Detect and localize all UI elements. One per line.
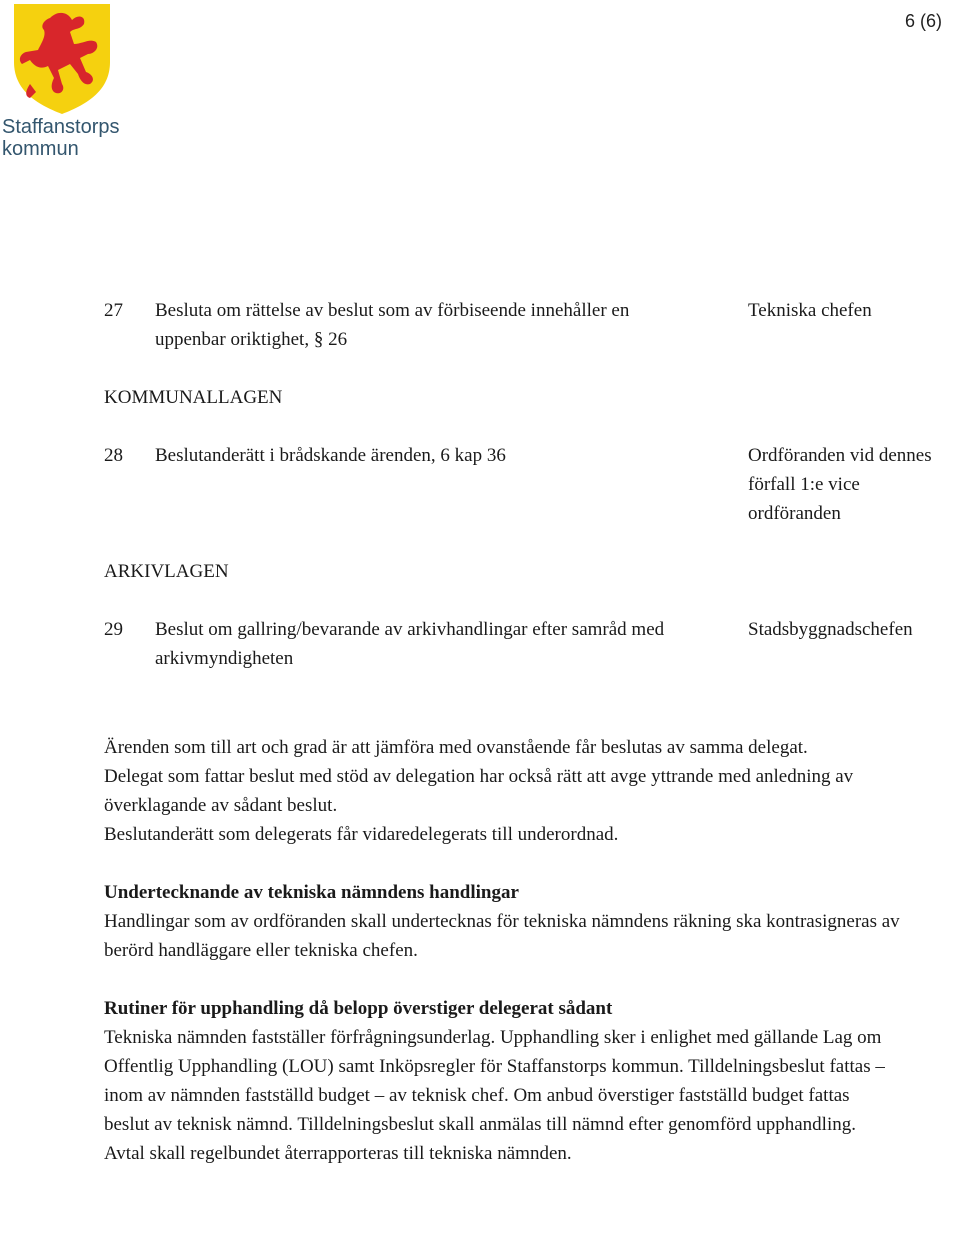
row-delegate: Tekniska chefen bbox=[748, 300, 872, 321]
signing-heading: Undertecknande av tekniska nämndens handlingar bbox=[104, 882, 519, 903]
delegation-row bbox=[104, 615, 960, 673]
row-number: 27 bbox=[104, 300, 123, 321]
procurement-section bbox=[104, 994, 894, 1168]
row-description: Beslutanderätt i brådskande ärenden, 6 kap 36 bbox=[155, 445, 506, 466]
procurement-body: Tekniska nämnden fastställer förfrågningsunderlag. Upphandling sker i enlighet med gällande Lag om Offentlig Upphandling (LOU) samt Inköpsregler för Staffanstorps kommun. Tilldelningsbeslut fattas – inom av nämnden fastställd budget – av teknisk chef. Om anbud överstiger fastställd budget fattas beslut av teknisk nämnd. Tilldelningsbeslut skall anmälas till nämnd efter genomförd upphandling. Avtal skall regelbundet återrapporteras till tekniska nämnden. bbox=[104, 1027, 885, 1164]
row-delegate: Ordföranden vid dennes förfall 1:e vice ordföranden bbox=[748, 445, 932, 524]
section-heading-arkivlagen: ARKIVLAGEN bbox=[104, 561, 229, 582]
delegation-row bbox=[104, 441, 960, 524]
note-paragraph: Delegat som fattar beslut med stöd av delegation har också rätt att avge yttrande med anledning av överklagande av sådant beslut. bbox=[104, 766, 854, 816]
organization-name: Staffanstorps kommun bbox=[2, 116, 120, 160]
signing-body: Handlingar som av ordföranden skall undertecknas för tekniska nämndens räkning ska kontrasigneras av berörd handläggare eller tekniska chefen. bbox=[104, 911, 900, 961]
row-description: Besluta om rättelse av beslut som av förbiseende innehåller en uppenbar oriktighet, § 26 bbox=[155, 300, 630, 350]
row-delegate: Stadsbyggnadschefen bbox=[748, 619, 913, 640]
document-body bbox=[104, 296, 960, 1168]
row-number: 28 bbox=[104, 445, 123, 466]
row-description: Beslut om gallring/bevarande av arkivhandlingar efter samråd med arkivmyndigheten bbox=[155, 619, 665, 669]
signing-section bbox=[104, 878, 924, 965]
row-number: 29 bbox=[104, 619, 123, 640]
note-paragraph: Ärenden som till art och grad är att jämföra med ovanstående får beslutas av samma delegat. bbox=[104, 737, 808, 758]
procurement-heading: Rutiner för upphandling då belopp överstiger delegerat sådant bbox=[104, 998, 613, 1019]
delegation-row bbox=[104, 296, 960, 354]
page-number: 6 (6) bbox=[904, 11, 942, 31]
note-paragraph: Beslutanderätt som delegerats får vidaredelegerats till underordnad. bbox=[104, 824, 619, 845]
delegation-notes bbox=[104, 733, 894, 849]
section-heading-kommunallagen: KOMMUNALLAGEN bbox=[104, 387, 283, 408]
